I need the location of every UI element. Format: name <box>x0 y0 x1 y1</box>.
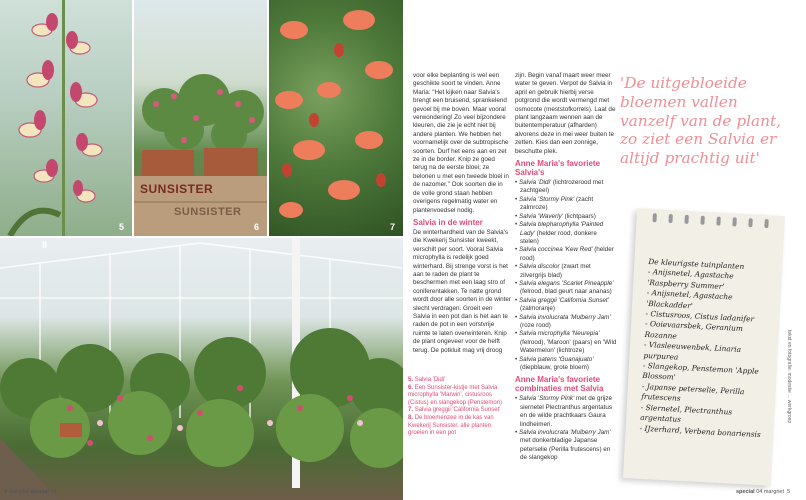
article-column-1 <box>413 72 511 355</box>
list-item: • Salvia 'Waverly' (lichtpaars) <box>515 213 617 221</box>
section-heading-winter: Salvia in de winter <box>413 217 483 227</box>
body-paragraph: De winterhardheid van de Salvia's die Kwekerij Sunsister kweekt, verschilt per soort. Vooral Salvia microphylla is redelijk goed winterhard. Bij strenge vorst is het aan te raden de plant te beschermen met een laag stro of coniferentakken. Te natte grond wordt door alle soorten in de winter slecht verdragen. Groeit een Salvia in een pot dan is het aan te raden de pot in een vorstvrije ruimte te laten overwinteren. Knip de plant ongeveer voor de helft terug. De potkluit mag vrij droog <box>413 228 512 354</box>
note-item: - Anijsnetel, Agastache 'Blackadder' <box>646 288 775 315</box>
notepad-binding <box>636 212 784 230</box>
photo-number-7: 7 <box>389 222 395 232</box>
photo-greenhouse <box>0 238 403 500</box>
notepad-paper <box>623 208 785 485</box>
body-paragraph: zijn. Begin vanaf maart weer meer water te geven. Verpot de Salvia in april en gebruik hierbij verse potgrond die wordt vermengd met osmocote (meststofkorrels). Laat de plant langzaam wennen aan de buitentemperatuur (afharden) alvorens deze in mei weer buiten te zetten. Kies dan een zonnige, beschutte plek. <box>515 72 616 155</box>
note-item: - Slangekop, Penstemon 'Apple Blossom' <box>642 361 771 388</box>
list-item: • Salvia coccinea 'Kew Red' (helder rood) <box>515 246 617 263</box>
favorites-list <box>515 179 617 372</box>
crate-label-bottom: SUNSISTER <box>174 206 242 218</box>
caption-6: 6. Een Sunsister-kistje met Salvia microphylla 'Marwin', cistusroos (Cistus) en slangekop (Penstemon) <box>408 384 503 406</box>
note-item: - Anijsnetel, Agastache 'Raspberry Summer' <box>647 267 776 294</box>
note-item: - IJzerhard, Verbena bonariensis <box>639 423 767 440</box>
list-item: • Salvia discolor (zwart met zilvergrijs blad) <box>515 263 617 280</box>
folio-right: special 04 margriet 5 <box>736 489 791 495</box>
note-item: - Japanse peterselie, Perilla frutescens <box>641 382 770 409</box>
crate-illustration <box>134 0 267 236</box>
photo-sunsister-crate <box>134 0 267 236</box>
list-item: • Salvia 'Didi' (lichtrozerood met zachtgeel) <box>515 179 617 196</box>
section-heading-favorites: Anne Maria's favoriete Salvia's <box>515 159 601 178</box>
list-item: • Salvia involucrata 'Mulberry Jam' met donkerbladige Japanse peterselie (Perilla frutescens) en de slangekop <box>515 429 617 463</box>
caption-5: 5. Salvia 'Didi' <box>408 377 446 383</box>
notepad <box>618 212 780 484</box>
list-item: • Salvia greggii 'California Sunset' (zalmoranje) <box>515 297 617 314</box>
article-column-2 <box>515 72 617 463</box>
folio-left: 4 margriet special 04 <box>4 489 57 495</box>
photo-salvia-didi <box>0 0 132 236</box>
caption-7: 7. Salvia greggii 'California Sunset' <box>408 407 501 414</box>
caption-8: 8. De bloemenzee in de kas van Kwekerij Sunsister, alle planten groeien in een pot <box>408 414 494 437</box>
orange-salvia-illustration <box>269 0 403 236</box>
list-item: • Salvia patens 'Guanajuato' (diepblauw, grote bloem) <box>515 356 617 373</box>
body-paragraph: voor elke beplanting is wel een geschikte soort te vinden. Anne Maria: "Het kijken naar Salvia's brengt een bruisend, sprankelend gevoel bij me boven. Maar vooral verwondering! Zo veel bijzondere kleuren, die zie je echt niet bij andere planten. We hebben het voornamelijk over de subtropische soorten. Durf het eens aan en zet ze in de border. Knip ze goed terug na de eerste bloei; ze belonen u met een tweede bloei in de nazomer." Ook soorten die in de volle grond staan hebben overigens regelmatig water en plantenvoedsel nodig. <box>413 72 509 214</box>
section-heading-combinations: Anne Maria's favoriete combinaties met Salvia <box>515 375 604 394</box>
combinations-list <box>515 395 617 462</box>
list-item: • Salvia 'Stormy Pink' (zacht zalmroze) <box>515 196 617 213</box>
note-item: - Cistusroos, Cistus ladanifer <box>645 309 773 326</box>
note-item: - Vlasleeuwenbek, Linaria purpurea <box>643 340 772 367</box>
note-title: De kleurigste tuinplanten <box>648 256 745 271</box>
crate-label-top: SUNSISTER <box>140 182 214 196</box>
photo-number-5: 5 <box>118 222 124 232</box>
photo-number-6: 6 <box>253 222 259 232</box>
list-item: • Salvia elegans 'Scarlet Pineapple' (felrood, blad geurt naar ananas) <box>515 280 617 297</box>
salvia-flower-illustration <box>0 0 132 236</box>
list-item: • Salvia microphylla 'Neurepia' (felrood), 'Maroon' (paars) en 'Wild Watermelon' (lichtroze) <box>515 330 617 355</box>
photo-captions <box>408 377 504 438</box>
handwritten-plant-list <box>639 257 776 440</box>
list-item: • Salvia 'Stormy Pink' met de grijze siernetel Plectranthus argentatus en de wilde prachtkaars Gaura lindheimeri. <box>515 395 617 429</box>
pull-quote: 'De uitgebloeide bloemen vallen vanzelf van de plant, zo ziet een Salvia er altijd prachtig uit' <box>620 74 781 168</box>
photo-salvia-california-sunset <box>269 0 403 236</box>
note-item: - Siernetel, Plectranthus argentatus <box>640 402 769 429</box>
note-item: - Ooievaarsbek, Geranium Rozanne <box>644 319 773 346</box>
photo-credit: tekst en fotografie: modestie ... werkgroep <box>786 330 792 424</box>
greenhouse-illustration <box>0 238 403 500</box>
photo-number-8: 8 <box>42 240 48 250</box>
list-item: • Salvia blepharophylla 'Painted Lady' (helder rood, donkere stelen) <box>515 221 617 246</box>
list-item: • Salvia involucrata 'Mulberry Jam' (roze rood) <box>515 314 617 331</box>
